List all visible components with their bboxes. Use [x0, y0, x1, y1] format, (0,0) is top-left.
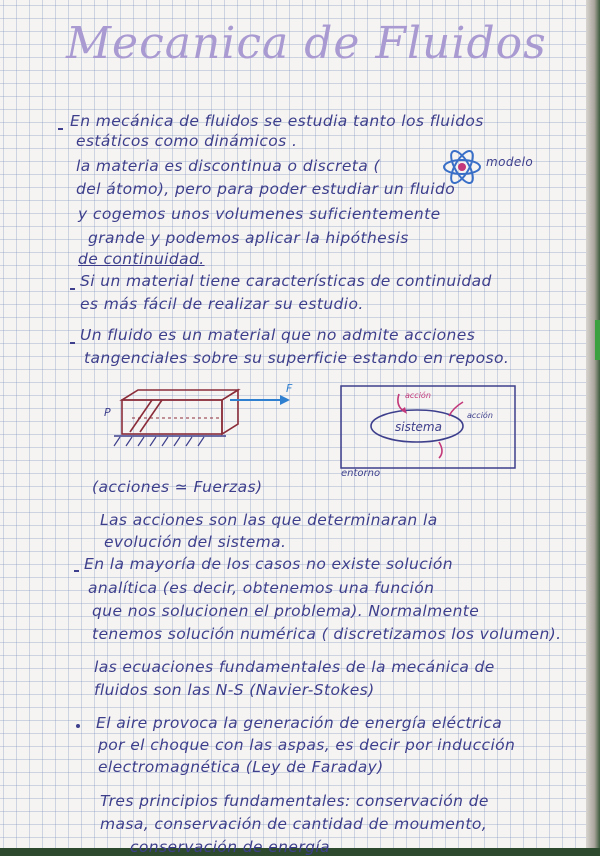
- text-line: Tres principios fundamentales: conservación de: [100, 792, 489, 810]
- bullet-mark: [58, 128, 63, 130]
- text-line: por el choque con las aspas, es decir por inducción: [98, 736, 516, 754]
- accion-right-label: acción: [467, 411, 493, 420]
- page-tab-marker: [595, 320, 600, 360]
- bullet-mark: [70, 288, 75, 290]
- label-p: P: [104, 406, 111, 419]
- text-line: analítica (es decir, obtenemos una función: [88, 579, 435, 597]
- text-line: tangenciales sobre su superficie estando en reposo.: [84, 349, 510, 367]
- text-line: El aire provoca la generación de energía eléctrica: [96, 714, 503, 732]
- text-line: fluidos son las N-S (Navier-Stokes): [94, 681, 375, 699]
- text-line: grande y podemos aplicar la hipóthesis: [88, 229, 409, 247]
- page-title: Mecanica de Fluidos: [66, 18, 547, 69]
- text-line: Un fluido es un material que no admite acciones: [80, 326, 476, 344]
- notebook-spine: [586, 0, 600, 848]
- label-f: F: [286, 382, 293, 395]
- text-line: En la mayoría de los casos no existe solución: [84, 555, 453, 573]
- block-force-diagram: [100, 380, 300, 460]
- text-line: la materia es discontinua o discreta (: [76, 157, 380, 175]
- text-line: de continuidad.: [78, 250, 205, 268]
- text-line: del átomo), pero para poder estudiar un fluido: [76, 180, 456, 198]
- bullet-mark: [74, 570, 79, 572]
- text-line: conservación de energía: [130, 838, 330, 856]
- text-line: modelo: [486, 155, 534, 169]
- text-line: y cogemos unos volumenes suficientemente: [78, 205, 441, 223]
- text-line: es más fácil de realizar su estudio.: [80, 295, 364, 313]
- text-line: electromagnética (Ley de Faraday): [98, 758, 384, 776]
- text-line: que nos solucionen el problema). Normalmente: [92, 602, 480, 620]
- system-environment-diagram: [335, 382, 520, 478]
- text-line: En mecánica de fluidos se estudia tanto los fluidos: [70, 112, 484, 130]
- text-line: las ecuaciones fundamentales de la mecánica de: [94, 658, 495, 676]
- text-line: (acciones ≃ Fuerzas): [92, 478, 263, 496]
- text-line: masa, conservación de cantidad de moumento,: [100, 815, 488, 833]
- text-line: tenemos solución numérica ( discretizamos los volumen).: [92, 625, 562, 643]
- text-line: evolución del sistema.: [104, 533, 287, 551]
- text-line: Las acciones son las que determinaran la: [100, 511, 438, 529]
- accion-top-label: acción: [405, 391, 431, 400]
- text-line: Si un material tiene características de continuidad: [80, 272, 492, 290]
- entorno-label: entorno: [341, 468, 381, 478]
- sistema-label: sistema: [395, 420, 442, 434]
- bullet-dot: [76, 724, 80, 728]
- bullet-mark: [70, 342, 75, 344]
- text-line: estáticos como dinámicos .: [76, 132, 298, 150]
